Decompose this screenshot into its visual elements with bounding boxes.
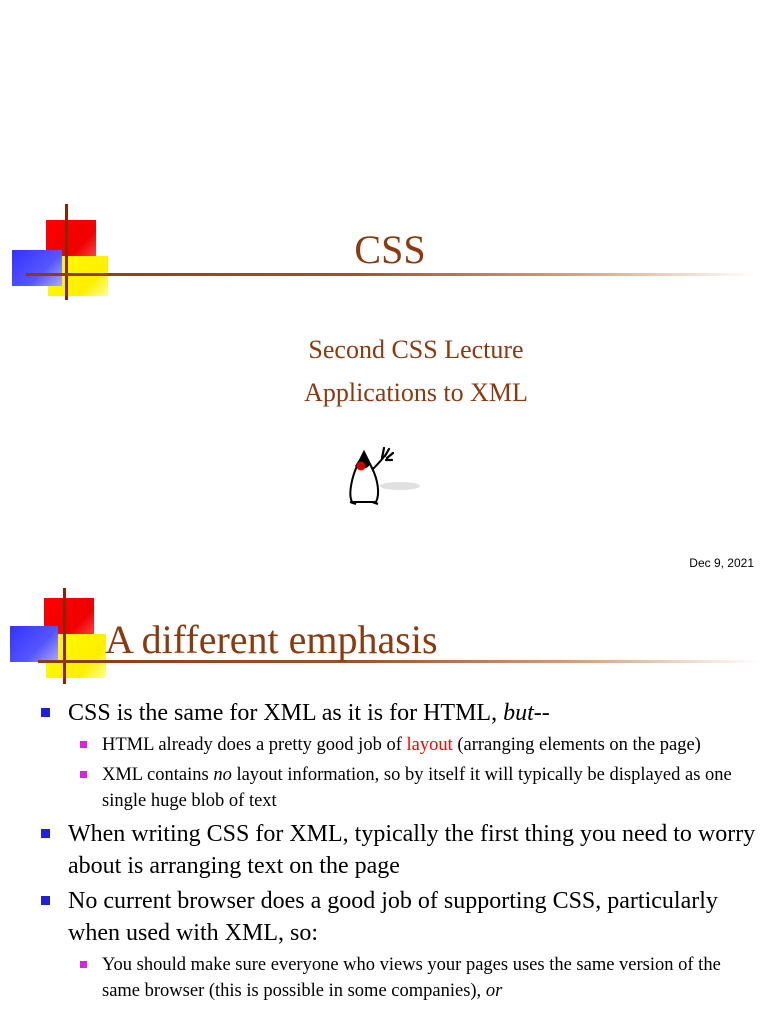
list-item: XML contains no layout information, so by itself it will typically be displayed as one single huge blob of text <box>38 762 758 814</box>
title-divider <box>26 273 756 276</box>
block-logo-icon <box>10 588 110 684</box>
subtitle-line-2: Applications to XML <box>304 378 528 407</box>
block-logo-icon <box>12 204 112 300</box>
highlight-word: layout <box>406 735 453 755</box>
list-item: CSS is the same for XML as it is for HTML, but-- <box>38 697 758 729</box>
slide-date: Dec 9, 2021 <box>689 556 754 570</box>
list-item: You should make sure everyone who views your pages uses the same version of the same browser (this is possible in some companies), or <box>38 952 758 1004</box>
bullet-list <box>38 697 758 1008</box>
subtitle-line-1: Second CSS Lecture <box>308 335 524 364</box>
list-item: When writing CSS for XML, typically the first thing you need to worry about is arranging text on the page <box>38 818 758 882</box>
slide-title: A different emphasis <box>105 617 438 662</box>
content-slide <box>0 580 768 1024</box>
list-item: No current browser does a good job of supporting CSS, particularly when used with XML, so: <box>38 885 758 949</box>
slide-title: CSS <box>354 227 426 272</box>
list-item: HTML already does a pretty good job of layout (arranging elements on the page) <box>38 732 758 758</box>
duke-mascot-icon <box>342 446 424 506</box>
